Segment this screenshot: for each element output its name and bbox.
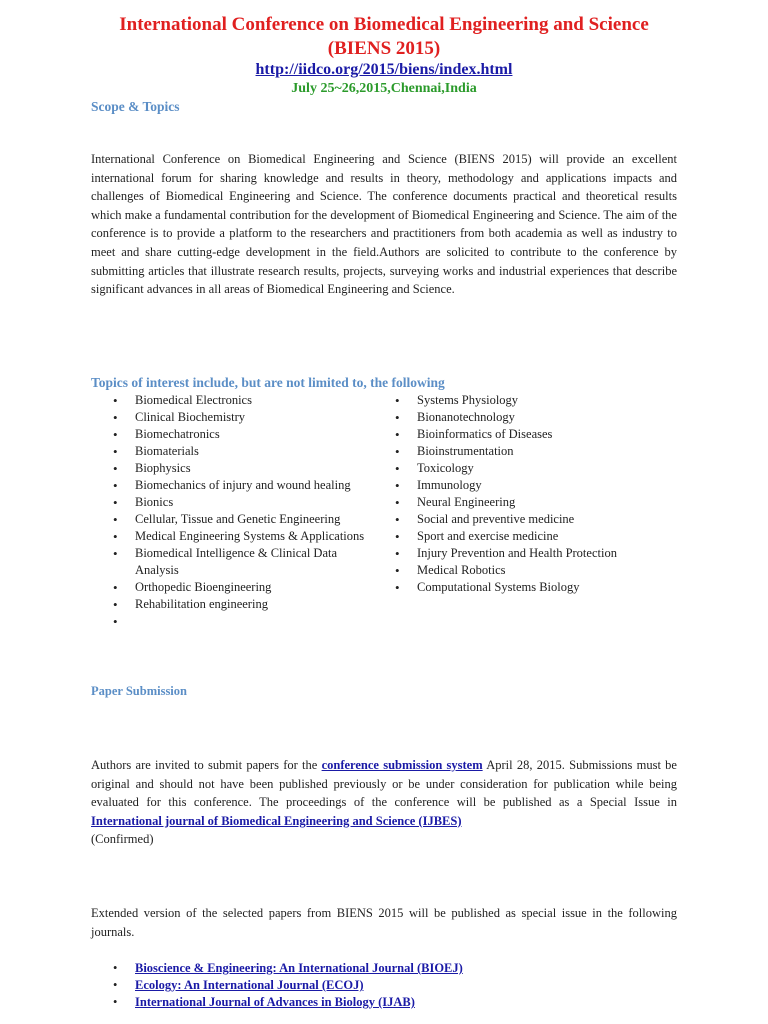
submission-paragraph — [91, 756, 677, 849]
list-item: • Cellular, Tissue and Genetic Engineering — [110, 511, 370, 528]
list-item: • Injury Prevention and Health Protection — [392, 545, 692, 562]
submission-system-link[interactable]: conference submission system — [321, 758, 483, 772]
extended-version-paragraph: Extended version of the selected papers from BIENS 2015 will be published as special issue in the following journals. — [91, 906, 677, 939]
conference-dates: July 25~26,2015,Chennai,India — [291, 81, 477, 96]
list-item: • Biophysics — [110, 460, 370, 477]
list-item: • Biomechanics of injury and wound healing — [110, 477, 370, 494]
journal-link-bioej[interactable]: Bioscience & Engineering: An International Journal (BIOEJ) — [135, 961, 463, 975]
list-item: • Computational Systems Biology — [392, 579, 692, 596]
conference-url-link[interactable]: http://iidco.org/2015/biens/index.html — [255, 61, 513, 78]
topics-list-left — [110, 392, 370, 630]
list-item: • Bionanotechnology — [392, 409, 692, 426]
submission-text-end: (Confirmed) — [91, 832, 154, 847]
topics-list-right — [392, 392, 692, 596]
list-item: • Rehabilitation engineering — [110, 596, 370, 613]
list-item: • Biomaterials — [110, 443, 370, 460]
list-item: • Bioinstrumentation — [392, 443, 692, 460]
list-item: • Biomedical Electronics — [110, 392, 370, 409]
list-item: • Immunology — [392, 477, 692, 494]
conference-title: International Conference on Biomedical Engineering and Science — [119, 14, 649, 35]
list-item: • Neural Engineering — [392, 494, 692, 511]
list-item: • Biomechatronics — [110, 426, 370, 443]
list-item: • Biomedical Intelligence & Clinical Data Analysis — [110, 545, 370, 579]
list-item — [110, 994, 463, 1011]
list-item: • Bionics — [110, 494, 370, 511]
journal-link-ecoj[interactable]: Ecology: An International Journal (ECOJ) — [135, 978, 364, 992]
list-item-empty — [110, 613, 370, 630]
list-item: • Orthopedic Bioengineering — [110, 579, 370, 596]
scope-paragraph: International Conference on Biomedical Engineering and Science (BIENS 2015) will provide an excellent international forum for sharing knowledge and results in theory, methodology and applications impacts and challenges of Biomedical Engineering and Science. The conference documents practical and theoretical results which make a fundamental contribution for the development of Biomedical Engineering and Science. The aim of the conference is to provide a platform to the researchers and practitioners from both academia as well as industry to meet and share cutting-edge development in the field.Authors are solicited to contribute to the conference by submitting articles that illustrate research results, projects, surveying works and industrial experiences that describe significant advances in all areas of Biomedical Engineering and Science. — [91, 152, 677, 297]
list-item: • Social and preventive medicine — [392, 511, 692, 528]
list-item: • Systems Physiology — [392, 392, 692, 409]
ijbes-journal-link[interactable]: International journal of Biomedical Engineering and Science (IJBES) — [91, 813, 462, 828]
paper-submission-heading: Paper Submission — [91, 684, 187, 698]
list-item: • Toxicology — [392, 460, 692, 477]
list-item: • Bioinformatics of Diseases — [392, 426, 692, 443]
list-item: • Clinical Biochemistry — [110, 409, 370, 426]
submission-text-start: Authors are invited to submit papers for the — [91, 758, 322, 772]
submission-text-middle: April 28, 2015. Submissions must be original and should not have been published previously or be under consideration for publication while being evaluated for this conference. The proceedings of the conference will be published as a Special Issue in — [91, 758, 677, 810]
list-item: • Medical Engineering Systems & Applications — [110, 528, 370, 545]
list-item: • Sport and exercise medicine — [392, 528, 692, 545]
journal-list — [110, 960, 463, 1011]
conference-acronym: (BIENS 2015) — [327, 38, 441, 59]
list-item: • Medical Robotics — [392, 562, 692, 579]
list-item — [110, 960, 463, 977]
journal-link-ijab[interactable]: International Journal of Advances in Biology (IJAB) — [135, 995, 415, 1009]
scope-heading: Scope & Topics — [91, 99, 180, 114]
list-item — [110, 977, 463, 994]
topics-heading: Topics of interest include, but are not limited to, the following — [91, 375, 445, 390]
